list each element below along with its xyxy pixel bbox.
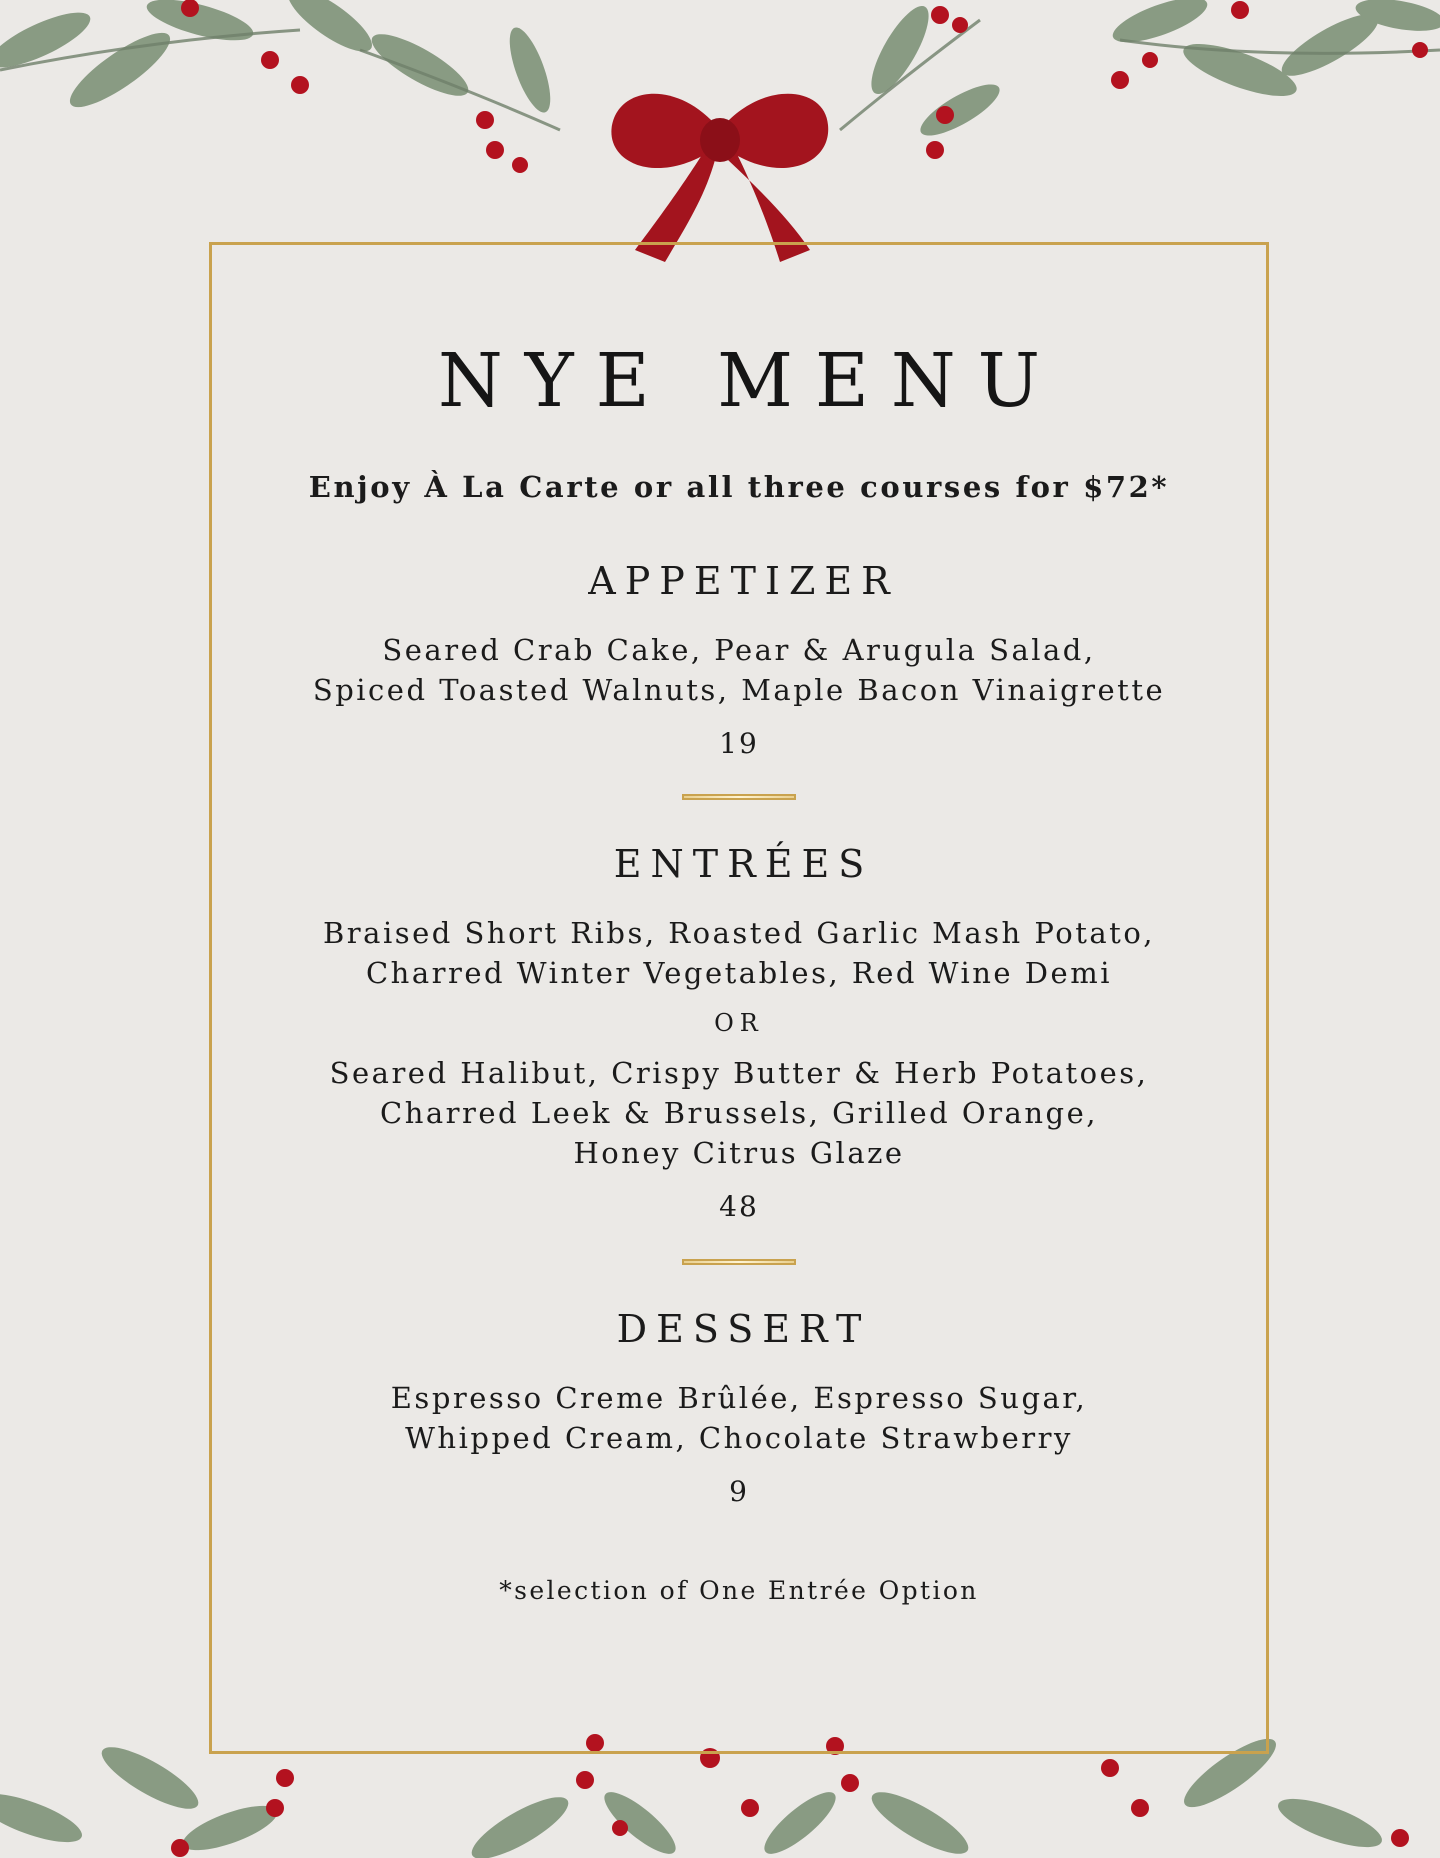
menu-content [209,242,1269,1603]
entree-line: Charred Leek & Brussels, Grilled Orange, [380,1096,1098,1130]
dessert-price: 9 [729,1475,749,1508]
top-garland-decoration [0,0,1440,280]
entree-line: Braised Short Ribs, Roasted Garlic Mash Potato, [322,916,1156,950]
or-label: OR [714,1009,764,1037]
dessert-heading: DESSERT [616,1307,871,1351]
entree-option-2 [209,1053,1269,1173]
appetizer-heading: APPETIZER [588,559,899,603]
berries-icon [181,0,1428,173]
entree-option-1 [209,913,1269,993]
appetizer-line: Seared Crab Cake, Pear & Arugula Salad, [382,633,1096,667]
bow-icon [611,94,828,262]
dessert-line: Espresso Creme Brûlée, Espresso Sugar, [390,1381,1088,1415]
entree-line: Honey Citrus Glaze [573,1136,905,1170]
holly-leaves-icon [0,0,1440,145]
footnote: *selection of One Entrée Option [499,1576,979,1605]
appetizer-price: 19 [719,727,759,760]
appetizer-description [209,630,1269,710]
dessert-line: Whipped Cream, Chocolate Strawberry [405,1421,1073,1455]
subtitle: Enjoy À La Carte or all three courses for $72* [308,470,1170,504]
dessert-description [209,1378,1269,1458]
appetizer-line: Spiced Toasted Walnuts, Maple Bacon Vinaigrette [312,673,1166,707]
entrees-price: 48 [719,1190,759,1223]
page-title: NYE MENU [437,338,1063,424]
entree-line: Seared Halibut, Crispy Butter & Herb Potatoes, [329,1056,1149,1090]
entrees-heading: ENTRÉES [613,842,874,886]
entree-line: Charred Winter Vegetables, Red Wine Demi [365,956,1112,990]
